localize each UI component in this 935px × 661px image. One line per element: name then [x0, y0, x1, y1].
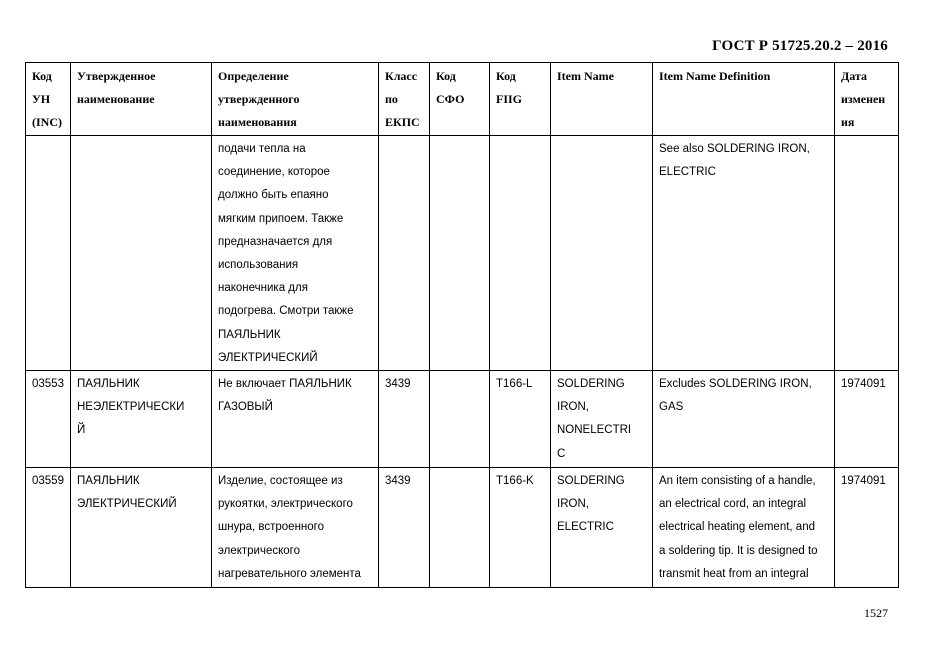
cell-text-line: ЭЛЕКТРИЧЕСКИЙ: [77, 498, 177, 511]
approved-name-cell: [71, 371, 212, 468]
cell-text-line: 1974091: [841, 475, 886, 488]
cell-text-line: See also SOLDERING IRON,: [659, 143, 810, 155]
cell-text-line: подогрева. Смотри также: [218, 305, 354, 318]
header-fiig-code: [490, 63, 551, 136]
change-date-cell: [835, 468, 899, 588]
class-cell: [379, 136, 430, 371]
header-text-line: Утвержденное: [77, 69, 156, 83]
header-definition: [212, 63, 379, 136]
cell-text-line: Excludes SOLDERING IRON,: [659, 378, 812, 391]
approved-name-cell: [71, 136, 212, 371]
header-item-name: [551, 63, 653, 136]
table-row: [26, 136, 899, 371]
header-sfo-code: [430, 63, 490, 136]
header-text-line: Определение: [218, 69, 289, 83]
cell-text-line: шнура, встроенного: [218, 521, 324, 534]
header-text-line: УН: [32, 92, 51, 107]
cell-text-line: NONELECTRI: [557, 424, 632, 437]
header-class: [379, 63, 430, 136]
cell-text-line: 3439: [385, 475, 411, 488]
class-cell: [379, 371, 430, 468]
item-name-cell: [551, 136, 653, 371]
header-text-line: СФО: [436, 92, 465, 107]
cell-text-line: SOLDERING: [557, 475, 625, 488]
cell-text-line: использования: [218, 259, 299, 272]
item-name-table: [25, 62, 899, 588]
sfo-code-cell: [430, 468, 490, 588]
cell-text-line: 3439: [385, 378, 411, 391]
cell-text-line: ПАЯЛЬНИК: [218, 328, 281, 341]
cell-text-line: мягким припоем. Также: [218, 212, 344, 225]
cell-text-line: T166-K: [496, 475, 534, 488]
cell-text-line: должно быть епаяно: [218, 189, 329, 202]
header-text-line: Код: [496, 69, 516, 83]
header-text-line: Код: [32, 69, 52, 83]
header-change-date: [835, 63, 899, 136]
header-text-line: FIIG: [496, 92, 523, 107]
header-text-line: ЕКПС: [385, 115, 420, 130]
header-text-line: изменен: [841, 92, 886, 107]
cell-text-line: ГАЗОВЫЙ: [218, 401, 273, 414]
definition-cell: [212, 468, 379, 588]
definition-cell: [212, 371, 379, 468]
cell-text-line: НЕЭЛЕКТРИЧЕСКИ: [77, 401, 185, 414]
header-inc: [26, 63, 71, 136]
cell-text-line: ЭЛЕКТРИЧЕСКИЙ: [218, 351, 318, 364]
cell-text-line: соединение, которое: [218, 166, 330, 179]
cell-text-line: IRON,: [557, 401, 589, 414]
header-text-line: по: [385, 92, 398, 107]
header-text-line: ия: [841, 115, 855, 130]
cell-text-line: a soldering tip. It is designed to: [659, 544, 818, 557]
table-row: [26, 468, 899, 588]
item-definition-cell: [653, 468, 835, 588]
cell-text-line: ПАЯЛЬНИК: [77, 475, 140, 488]
fiig-code-cell: [490, 136, 551, 371]
change-date-cell: [835, 136, 899, 371]
cell-text-line: ELECTRIC: [659, 166, 716, 179]
change-date-cell: [835, 371, 899, 468]
inc-cell: [26, 371, 71, 468]
cell-text-line: C: [557, 447, 566, 460]
table-row: [26, 371, 899, 468]
sfo-code-cell: [430, 371, 490, 468]
cell-text-line: ПАЯЛЬНИК: [77, 378, 140, 391]
fiig-code-cell: [490, 371, 551, 468]
header-text-line: Item Name Definition: [659, 69, 771, 83]
cell-text-line: ELECTRIC: [557, 521, 614, 534]
cell-text-line: предназначается для: [218, 235, 333, 248]
cell-text-line: 03559: [32, 475, 64, 488]
header-text-line: утвержденного: [218, 92, 300, 107]
header-item-definition: [653, 63, 835, 136]
cell-text-line: подачи тепла на: [218, 143, 306, 155]
cell-text-line: 1974091: [841, 378, 886, 391]
document-standard-header: ГОСТ Р 51725.20.2 – 2016: [712, 38, 888, 54]
cell-text-line: Изделие, состоящее из: [218, 475, 343, 488]
cell-text-line: IRON,: [557, 498, 589, 511]
cell-text-line: electrical heating element, and: [659, 521, 815, 534]
cell-text-line: Не включает ПАЯЛЬНИК: [218, 378, 352, 391]
cell-text-line: GAS: [659, 401, 684, 414]
cell-text-line: наконечника для: [218, 282, 308, 295]
table-header-row: [26, 63, 899, 136]
cell-text-line: T166-L: [496, 378, 533, 391]
inc-cell: [26, 136, 71, 371]
header-text-line: наименования: [218, 115, 297, 130]
class-cell: [379, 468, 430, 588]
cell-text-line: нагревательного элемента: [218, 567, 361, 580]
fiig-code-cell: [490, 468, 551, 588]
definition-cell: [212, 136, 379, 371]
cell-text-line: рукоятки, электрического: [218, 498, 353, 511]
cell-text-line: transmit heat from an integral: [659, 567, 809, 580]
sfo-code-cell: [430, 136, 490, 371]
item-definition-cell: [653, 371, 835, 468]
header-text-line: Класс: [385, 69, 418, 83]
cell-text-line: SOLDERING: [557, 378, 625, 391]
header-text-line: Дата: [841, 69, 867, 83]
cell-text-line: 03553: [32, 378, 64, 391]
cell-text-line: An item consisting of a handle,: [659, 475, 816, 488]
page-number: 1527: [864, 606, 888, 620]
item-definition-cell: [653, 136, 835, 371]
header-text-line: Item Name: [557, 69, 614, 83]
cell-text-line: an electrical cord, an integral: [659, 498, 807, 511]
header-text-line: (INC): [32, 115, 62, 130]
header-text-line: наименование: [77, 92, 155, 107]
approved-name-cell: [71, 468, 212, 588]
header-approved-name: [71, 63, 212, 136]
cell-text-line: Й: [77, 424, 86, 437]
header-text-line: Код: [436, 69, 456, 83]
item-name-cell: [551, 468, 653, 588]
inc-cell: [26, 468, 71, 588]
cell-text-line: электрического: [218, 544, 300, 557]
item-name-cell: [551, 371, 653, 468]
